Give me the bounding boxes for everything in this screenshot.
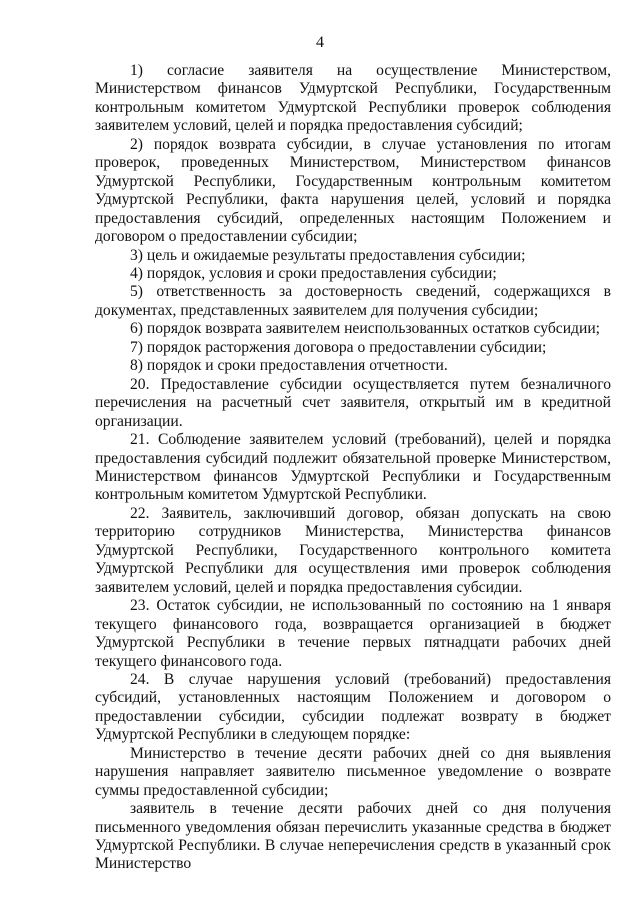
paragraph-item-2-refund-order: 2) порядок возврата субсидии, в случае установления по итогам проверок, проведенных Министерством, Министерством финансов Удмуртской Республики, Государственным контрольным комитетом Удмуртской Республики, факта нарушения целей, условий и порядка предоставления субсидий, определенных настоящим Положением и договором о предоставлении субсидии; [95, 135, 611, 246]
page-number: 4 [316, 34, 324, 51]
paragraph-item-7-termination: 7) порядок расторжения договора о предоставлении субсидии; [130, 338, 547, 356]
paragraph-item-4-terms: 4) порядок, условия и сроки предоставления субсидии; [130, 264, 497, 282]
paragraph-item-6-unused-balance: 6) порядок возврата заявителем неиспользованных остатков субсидии; [130, 320, 601, 338]
paragraph-item-3-goals: 3) цель и ожидаемые результаты предоставления субсидии; [130, 246, 526, 264]
paragraph-item-5-responsibility: 5) ответственность за достоверность сведений, содержащихся в документах, представленных заявителем для получения субсидии; [95, 283, 611, 319]
paragraph-item-1-consent: 1) согласие заявителя на осуществление Министерством, Министерством финансов Удмуртской Республики, Государственным контрольным комитетом Удмуртской Республики проверок соблюдения заявителем условий, целей и порядка предоставления субсидий; [95, 62, 611, 135]
paragraph-item-8-reporting: 8) порядок и сроки предоставления отчетности. [130, 357, 448, 375]
paragraph-clause-24: 24. В случае нарушения условий (требований) предоставления субсидий, установленных настоящим Положением и договором о предоставлении субсидии, субсидии подлежат возврату в бюджет Удмуртской Республики в следующем порядке: [95, 670, 611, 744]
paragraph-clause-22: 22. Заявитель, заключивший договор, обязан допускать на свою территорию сотрудников Министерства, Министерства финансов Удмуртской Республики, Государственного контрольного комитета Удмуртской Республики для осуществления ими проверок соблюдения заявителем условий, целей и порядка предоставления субсидии. [95, 504, 611, 596]
paragraph-clause-20: 20. Предоставление субсидии осуществляется путем безналичного перечисления на расчетный счет заявителя, открытый им в кредитной организации. [95, 375, 611, 430]
paragraph-ministry-notice: Министерство в течение десяти рабочих дней со дня выявления нарушения направляет заявителю письменное уведомление о возврате суммы предоставленной субсидии; [95, 744, 611, 799]
paragraph-clause-21: 21. Соблюдение заявителем условий (требований), целей и порядка предоставления субсидий подлежит обязательной проверке Министерством, Министерством финансов Удмуртской Республики и Государственным контрольным комитетом Удмуртской Республики. [95, 431, 611, 504]
paragraph-applicant-refund: заявитель в течение десяти рабочих дней со дня получения письменного уведомления обязан перечислить указанные средства в бюджет Удмуртской Республики. В случае неперечисления средств в указанный срок Министерство [95, 800, 611, 873]
document-body [95, 62, 611, 874]
paragraph-clause-23: 23. Остаток субсидии, не использованный по состоянию на 1 января текущего финансового года, возвращается организацией в бюджет Удмуртской Республики в течение первых пятнадцати рабочих дней текущего финансового года. [95, 597, 611, 670]
